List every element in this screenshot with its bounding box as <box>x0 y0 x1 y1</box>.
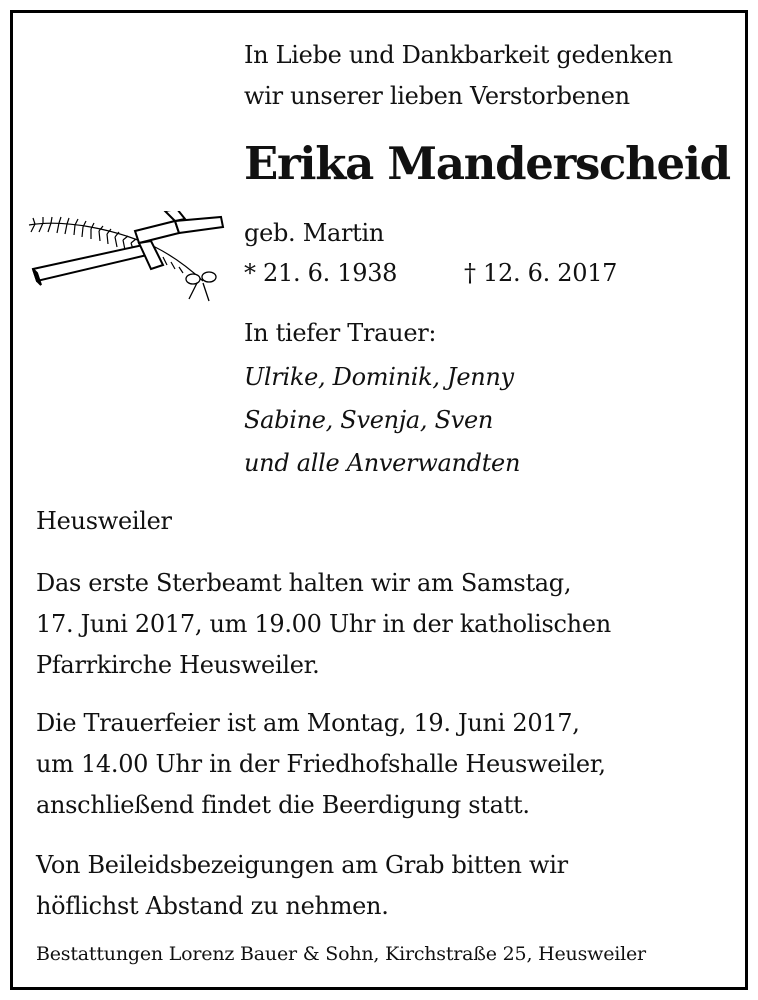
requiem-line-3: Pfarrkirche Heusweiler. <box>36 651 320 679</box>
undertaker-info: Bestattungen Lorenz Bauer & Sohn, Kirchstraße 25, Heusweiler <box>36 943 646 965</box>
intro-line-1: In Liebe und Dankbarkeit gedenken <box>244 41 673 69</box>
mourners-line-2: Sabine, Svenja, Sven <box>244 406 494 434</box>
maiden-name: geb. Martin <box>244 219 385 247</box>
requiem-paragraph <box>36 563 611 686</box>
condolence-line-1: Von Beileidsbezeigungen am Grab bitten wir <box>36 851 568 879</box>
death-date: † 12. 6. 2017 <box>464 259 618 287</box>
mourners-line-3: und alle Anverwandten <box>244 449 521 477</box>
mourning-heading: In tiefer Trauer: <box>244 319 437 347</box>
place-name: Heusweiler <box>36 507 172 535</box>
mourners-list <box>244 356 520 485</box>
mourners-line-1: Ulrike, Dominik, Jenny <box>244 363 514 391</box>
intro-line-2: wir unserer lieben Verstorbenen <box>244 82 630 110</box>
requiem-line-2: 17. Juni 2017, um 19.00 Uhr in der katholischen <box>36 610 611 638</box>
funeral-line-3: anschließend findet die Beerdigung statt. <box>36 791 530 819</box>
funeral-paragraph <box>36 703 606 826</box>
cross-with-palm-branch-icon <box>25 211 225 311</box>
funeral-line-1: Die Trauerfeier ist am Montag, 19. Juni 2017, <box>36 709 580 737</box>
deceased-name: Erika Manderscheid <box>244 137 730 190</box>
requiem-line-1: Das erste Sterbeamt halten wir am Samstag, <box>36 569 572 597</box>
intro-text <box>244 35 673 117</box>
birth-date: * 21. 6. 1938 <box>244 259 398 287</box>
condolence-paragraph <box>36 845 568 927</box>
condolence-line-2: höflichst Abstand zu nehmen. <box>36 892 389 920</box>
life-dates <box>244 253 618 294</box>
obituary-notice <box>10 10 748 990</box>
funeral-line-2: um 14.00 Uhr in der Friedhofshalle Heusweiler, <box>36 750 606 778</box>
